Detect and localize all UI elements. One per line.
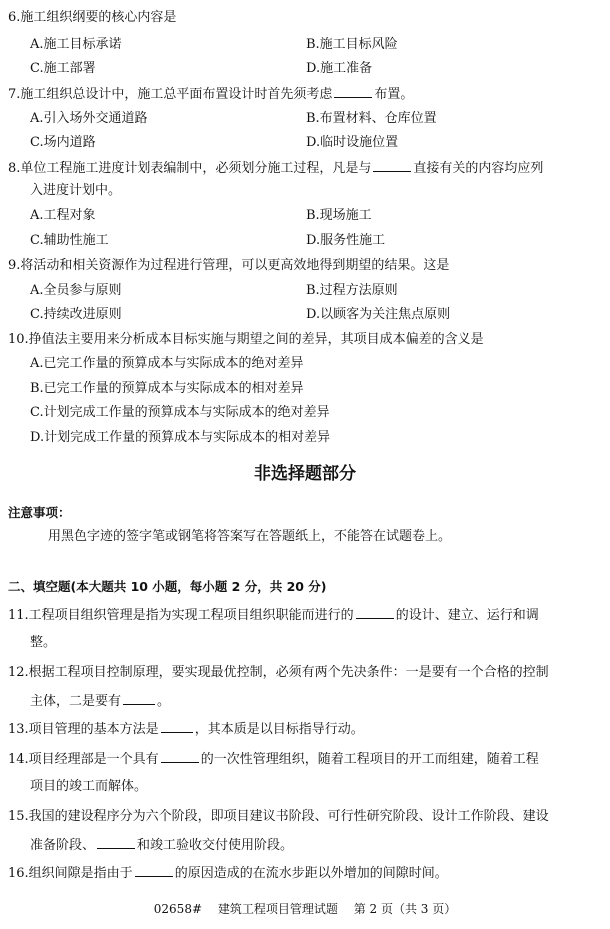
question-16-before: 16.组织间隙是指由于 — [8, 866, 133, 881]
question-15: 15.我国的建设程序分为六个阶段，即项目建议书阶段、可行性研究阶段、设计工作阶段、建设 — [8, 809, 549, 824]
question-15-cont-before: 准备阶段、 — [30, 838, 96, 853]
question-11-after: 的设计、建立、运行和调 — [395, 608, 539, 623]
question-7-option-b: B.布置材料、仓库位置 — [306, 111, 437, 126]
notice-text: 用黑色字迹的签字笔或钢笔将答案写在答题纸上，不能答在试题卷上。 — [48, 529, 452, 544]
question-9-option-d: D.以顾客为关注焦点原则 — [306, 307, 451, 322]
footer-title: 建筑工程项目管理试题 — [217, 902, 338, 916]
question-13-after: ，其本质是以目标指导行动。 — [194, 722, 364, 737]
answer-blank — [135, 864, 173, 877]
question-6-option-a: A.施工目标承诺 — [30, 37, 122, 52]
question-7-option-d: D.临时设施位置 — [306, 135, 399, 150]
answer-blank — [161, 750, 199, 763]
question-14 — [8, 750, 600, 769]
question-12-cont-after: 。 — [157, 694, 171, 709]
question-7-stem-after: 布置。 — [374, 87, 414, 102]
question-6-stem: 6.施工组织纲要的核心内容是 — [8, 10, 177, 25]
question-11-before: 11.工程项目组织管理是指为实现工程项目组织职能而进行的 — [8, 608, 354, 623]
question-8-stem-before: 8.单位工程施工进度计划表编制中，必须划分施工过程，凡是与 — [8, 161, 372, 176]
question-9-option-b: B.过程方法原则 — [306, 283, 398, 298]
notice-heading: 注意事项： — [8, 505, 71, 520]
answer-blank — [356, 606, 394, 619]
question-8-stem-after: 直接有关的内容均应列 — [413, 161, 544, 176]
question-7-stem-before: 7.施工组织总设计中，施工总平面布置设计时首先须考虑 — [8, 87, 333, 102]
question-9-stem: 9.将活动和相关资源作为过程进行管理，可以更高效地得到期望的结果。这是 — [8, 258, 450, 273]
question-12-continued — [30, 692, 600, 711]
question-10-stem: 10.挣值法主要用来分析成本目标实施与期望之间的差异，其项目成本偏差的含义是 — [8, 332, 484, 347]
question-8-option-a: A.工程对象 — [30, 208, 96, 223]
question-14-before: 14.项目经理部是一个具有 — [8, 752, 159, 767]
question-13-before: 13.项目管理的基本方法是 — [8, 722, 159, 737]
question-10-option-a: A.已完工作量的预算成本与实际成本的绝对差异 — [30, 356, 304, 371]
question-7-option-c: C.场内道路 — [30, 135, 96, 150]
question-7-option-a: A.引入场外交通道路 — [30, 111, 148, 126]
question-14-continued: 项目的竣工而解体。 — [30, 779, 148, 794]
fill-section-heading: 二、填空题(本大题共 10 小题，每小题 2 分，共 20 分) — [8, 579, 327, 594]
question-15-cont-after: 和竣工验收交付使用阶段。 — [137, 838, 294, 853]
page-footer — [0, 900, 610, 917]
question-16 — [8, 864, 600, 883]
question-8-stem-continued: 入进度计划中。 — [30, 183, 122, 198]
question-12: 12.根据工程项目控制原理，要实现最优控制，必须有两个先决条件：一是要有一个合格的控制 — [8, 665, 549, 680]
question-16-after: 的原因造成的在流水步距以外增加的间隙时间。 — [174, 866, 448, 881]
answer-blank — [334, 85, 372, 98]
question-12-cont-before: 主体，二是要有 — [30, 694, 122, 709]
question-6-option-c: C.施工部署 — [30, 61, 96, 76]
question-13 — [8, 720, 600, 739]
footer-page-number: 第 2 页（共 3 页） — [353, 902, 457, 916]
question-8-stem — [8, 159, 600, 178]
question-10-option-b: B.已完工作量的预算成本与实际成本的相对差异 — [30, 381, 304, 396]
question-11-continued: 整。 — [30, 635, 57, 650]
question-10-option-d: D.计划完成工作量的预算成本与实际成本的相对差异 — [30, 430, 331, 445]
question-15-continued — [30, 836, 600, 855]
question-9-option-a: A.全员参与原则 — [30, 283, 122, 298]
question-10-option-c: C.计划完成工作量的预算成本与实际成本的绝对差异 — [30, 405, 330, 420]
question-8-option-b: B.现场施工 — [306, 208, 372, 223]
question-8-option-c: C.辅助性施工 — [30, 233, 109, 248]
answer-blank — [97, 836, 135, 849]
question-9-option-c: C.持续改进原则 — [30, 307, 122, 322]
question-8-option-d: D.服务性施工 — [306, 233, 386, 248]
answer-blank — [161, 720, 193, 733]
question-6-option-d: D.施工准备 — [306, 61, 373, 76]
question-6-option-b: B.施工目标风险 — [306, 37, 398, 52]
question-14-after: 的一次性管理组织，随着工程项目的开工而组建，随着工程 — [200, 752, 539, 767]
section-title: 非选择题部分 — [254, 464, 356, 484]
answer-blank — [123, 692, 155, 705]
question-7-stem — [8, 85, 600, 104]
footer-code: 02658# — [153, 902, 203, 916]
answer-blank — [373, 159, 411, 172]
question-11 — [8, 606, 600, 625]
